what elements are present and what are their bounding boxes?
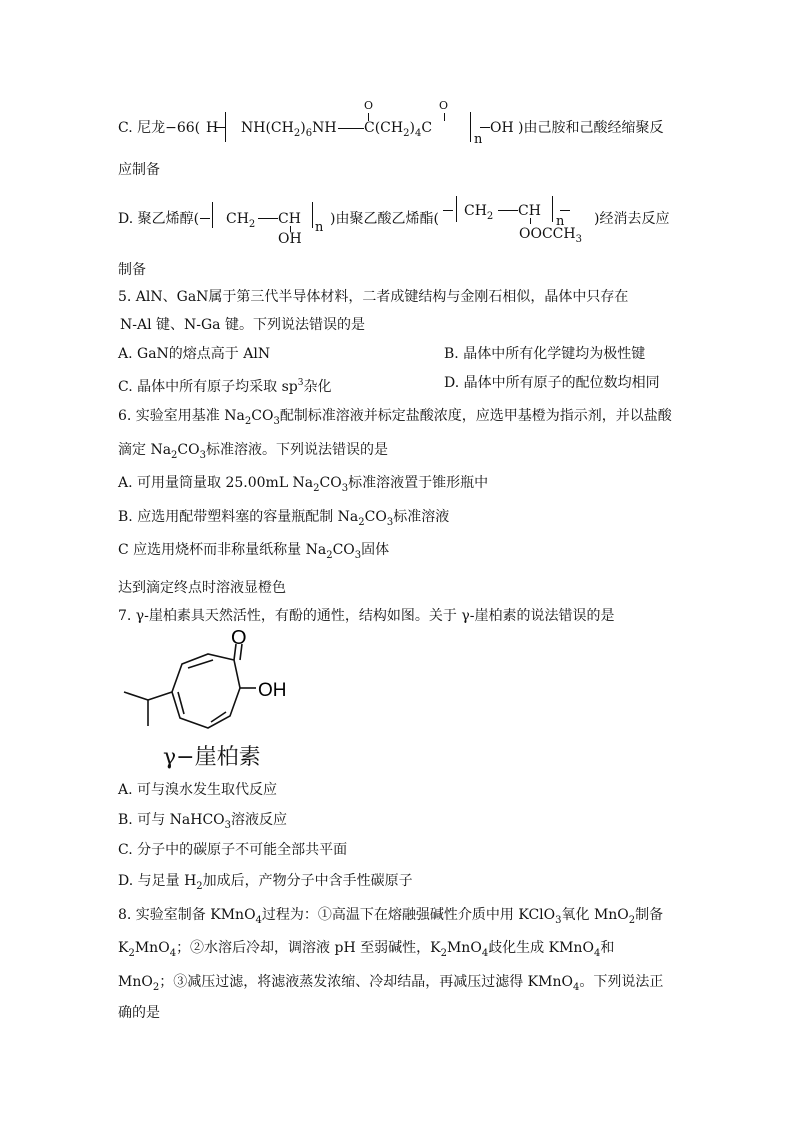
q7-stem: 7. γ-崖柏素具天然活性，有酚的通性，结构如图。关于 γ-崖柏素的说法错误的是 (118, 608, 615, 624)
q6-option-b: B. 应选用配带塑料塞的容量瓶配制 $Na_2CO_3$标准溶液 (118, 509, 450, 528)
repeat-n: n (315, 220, 324, 235)
q6-option-a: A. 可用量筒量取 25.00mL $Na_2CO_3$标准溶液置于锥形瓶中 (118, 475, 489, 494)
bracket-right (312, 202, 313, 228)
option-d-prefix: D. 聚乙烯醇( (118, 211, 200, 227)
option-c-prefix: C. 尼龙−66( (118, 120, 201, 136)
q6-stem-line2: 滴定 $Na_2CO_3$标准溶液。下列说法错误的是 (118, 442, 388, 461)
bracket-right (552, 196, 553, 222)
carbonyl-o-2: O (439, 99, 449, 112)
q7-option-c: C. 分子中的碳原子不可能全部共平面 (118, 842, 348, 858)
q5-option-c: C. 晶体中所有原子均采取 $sp^3$杂化 (118, 378, 332, 395)
bond-line (216, 127, 226, 128)
bond-line-3 (560, 210, 570, 211)
pvac-ch2: $CH_2$ (464, 203, 494, 222)
option-d-mid: )由聚乙酸乙烯酯( (330, 211, 439, 227)
q8-stem-line4: 确的是 (118, 1005, 160, 1021)
option-d-line2: 制备 (118, 262, 146, 278)
pva-ch: CH (278, 211, 301, 227)
bond-line-2 (498, 210, 518, 211)
double-bond-2 (444, 113, 445, 121)
bond-line (200, 218, 210, 219)
repeat-n: n (556, 214, 565, 229)
q8-stem-line1: 8. 实验室制备 KMnO$_4$过程为：①高温下在熔融强碱性介质中用 KClO$_3$氧化 MnO$_2$制备 (118, 907, 664, 926)
q6-option-d: 达到滴定终点时溶液显橙色 (118, 580, 286, 596)
bracket-right (470, 112, 471, 142)
bond-line-2 (258, 218, 278, 219)
q8-stem-line3: MnO$_2$；③减压过滤，将滤液蒸发浓缩、冷却结晶，再减压过滤得 KMnO$_4$。下列说法正 (118, 974, 664, 993)
bond-line-2 (338, 128, 364, 129)
q5-option-a: A. GaN的熔点高于 AlN (118, 346, 271, 362)
ring-bonds (124, 644, 256, 728)
bond-line (443, 210, 453, 211)
formula-nh-chain: $NH(CH_2)_6NH$ (241, 120, 337, 139)
q7-option-a: A. 可与溴水发生取代反应 (118, 782, 278, 798)
bracket-left (212, 202, 213, 228)
formula-ch2-chain: $C(CH_2)_4C$ (364, 120, 433, 139)
bracket-left (456, 196, 457, 222)
option-c-line2: 应制备 (118, 162, 160, 178)
pvac-ch: CH (518, 203, 541, 219)
pva-ch2: $CH_2$ (226, 211, 256, 230)
option-c-suffix: )由己胺和己酸经缩聚反 (518, 120, 664, 136)
hydroxyl-label: OH (258, 680, 287, 701)
pva-oh: OH (278, 231, 302, 247)
oxygen-label: O (231, 630, 247, 649)
formula-h: H (206, 120, 219, 136)
q6-option-c: C 应选用烧杯而非称量纸称量 $Na_2CO_3$固体 (118, 542, 390, 561)
q7-option-d: D. 与足量 $H_2$加成后，产物分子中含手性碳原子 (118, 873, 413, 892)
option-d-suffix: )经消去反应 (594, 211, 670, 227)
pvac-oocch3: $OOCCH_3$ (519, 226, 582, 245)
q5-stem-line1: 5. AlN、GaN属于第三代半导体材料，二者成键结构与金刚石相似，晶体中只存在 (118, 289, 629, 305)
repeat-n: n (474, 132, 483, 147)
carbonyl-o-1: O (364, 99, 374, 112)
bond-line-3 (480, 127, 490, 128)
q5-option-d: D. 晶体中所有原子的配位数均相同 (444, 375, 660, 391)
q7-option-b: B. 可与 NaHCO$_3$溶液反应 (118, 812, 288, 831)
q5-stem-line2: N-Al 键、N-Ga 键。下列说法错误的是 (120, 317, 365, 333)
q5-option-b: B. 晶体中所有化学键均为极性键 (444, 346, 646, 362)
q6-stem-line1: 6. 实验室用基准 $Na_2CO_3$配制标准溶液并标定盐酸浓度，应选甲基橙为指示剂，并以盐酸 (118, 408, 672, 427)
formula-oh: OH (490, 120, 514, 136)
structure-name: γ−崖柏素 (163, 745, 261, 770)
q8-stem-line2: $K_2MnO_4$；②水溶后冷却，调溶液 pH 至弱碱性，$K_2MnO_4$歧化生成 KMnO$_4$和 (118, 940, 615, 959)
